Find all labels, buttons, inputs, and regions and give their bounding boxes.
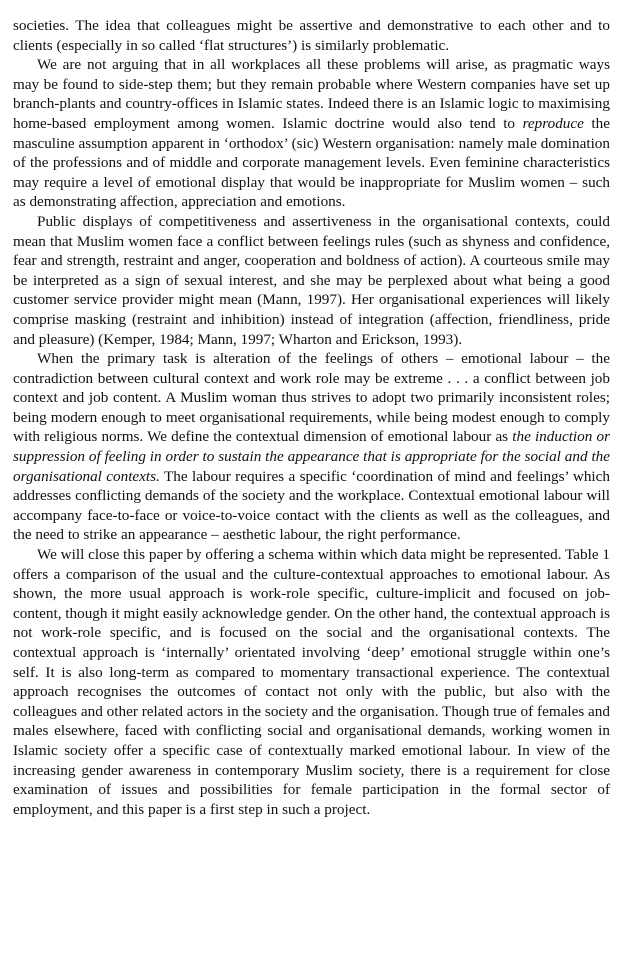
document-page (13, 16, 610, 819)
definition-emphasis: the induction or suppression of feeling in order to sustain the appearance that is appropriate for the social and the organisational contexts. (13, 428, 610, 485)
paragraph-text: When the primary task is alteration of the feelings of others – emotional labour – the contradiction between cultural context and work role may be extreme . . . a conflict between job context and job content. A Muslim woman thus strives to adopt two primarily inconsistent roles; being modern enough to meet organisational requirements, while being modest enough to comply with religious norms. We define the contextual dimension of emotional labour as (13, 350, 610, 446)
paragraph-2 (13, 55, 610, 212)
paragraph-1 (13, 16, 610, 55)
paragraph-3 (13, 212, 610, 349)
paragraph-4 (13, 349, 610, 545)
paragraph-text: We are not arguing that in all workplaces all these problems will arise, as pragmatic ways may be found to side-step them; but they remain probable where Western companies have set up branch-plants and country-offices in Islamic states. Indeed there is an Islamic logic to maximising home-based employment among women. Islamic doctrine would also tend to (13, 56, 610, 132)
emphasis-text: reproduce (522, 114, 584, 132)
paragraph-text: Public displays of competitiveness and assertiveness in the organisational contexts, could mean that Muslim women face a conflict between feelings rules (such as shyness and confidence, fear and strength, restraint and anger, cooperation and boldness of action). A courteous smile may be interpreted as a sign of sexual interest, and she may be perplexed about what being a good customer service provider might mean (Mann, 1997). Her organisational experiences will likely comprise masking (restraint and inhibition) instead of integration (affection, friendliness, pride and pleasure) (Kemper, 1984; Mann, 1997; Wharton and Erickson, 1993). (13, 212, 610, 348)
paragraph-text: the masculine assumption apparent in ‘orthodox’ (sic) Western organisation: namely male domination of the professions and of middle and corporate management levels. Even feminine characteristics may require a level of emotional display that would be inappropriate for Muslim women – such as demonstrating affection, appreciation and emotions. (13, 114, 610, 211)
paragraph-5 (13, 545, 610, 819)
paragraph-text: We will close this paper by offering a schema within which data might be represented. Table 1 offers a comparison of the usual and the culture-contextual approaches to emotional labour. As shown, the more usual approach is work-role specific, culture-implicit and focused on job-content, though it might easily acknowledge gender. On the other hand, the contextual approach is not work-role specific, and is focused on the social and the organisational contexts. The contextual approach is ‘internally’ orientated involving ‘deep’ emotional struggle within one’s self. It is also long-term as compared to momentary transactional experience. The contextual approach recognises the outcomes of contact not only with the public, but also with the colleagues and other related actors in the society and the organisation. Though true of females and males elsewhere, faced with conflicting social and organisational demands, working women in Islamic society offer a specific case of contextually marked emotional labour. In view of the increasing gender awareness in contemporary Muslim society, there is a requirement for close examination of issues and possibilities for female participation in the formal sector of employment, and this paper is a first step in such a project. (13, 546, 610, 818)
paragraph-text: societies. The idea that colleagues might be assertive and demonstrative to each other and to clients (especially in so called ‘flat structures’) is similarly problematic. (13, 17, 610, 54)
paragraph-text: The labour requires a specific ‘coordination of mind and feelings’ which addresses conflicting demands of the society and the workplace. Contextual emotional labour will accompany face-to-face or voice-to-voice contact with the clients as well as the colleagues, and the need to strike an appearance – aesthetic labour, the right performance. (13, 467, 610, 544)
